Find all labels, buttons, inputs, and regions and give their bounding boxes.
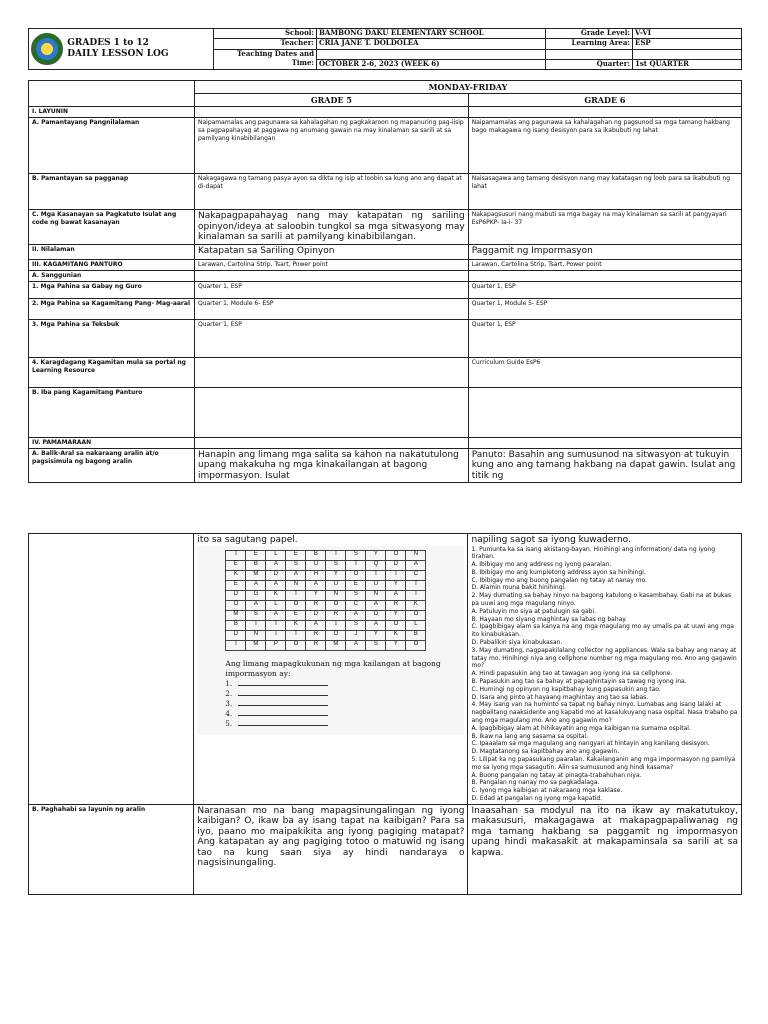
table-row bbox=[29, 387, 742, 437]
grade5-cell: Naranasan mo na bang mapagsinungalingan ng iyong kaibigan? O, ikaw ba ay isang tapat na kaibigan? Para sa iyo, paano mo maipakikita ang iyong pagiging matapat? Ang katapatan ay ang pagiging totoo o matuwid ng isang tao na kung saan siya ay hindi nandaraya o nagsisinungaling. bbox=[194, 804, 468, 894]
grade5-cell: Quarter 1, ESP bbox=[194, 319, 468, 357]
puzzle-cell: N bbox=[366, 590, 386, 600]
row-label: IV. PAMAMARAAN bbox=[29, 437, 195, 448]
puzzle-row bbox=[226, 610, 426, 620]
puzzle-cell: U bbox=[326, 580, 346, 590]
puzzle-cell: O bbox=[286, 640, 306, 650]
puzzle-cell: R bbox=[326, 610, 346, 620]
puzzle-row bbox=[226, 590, 426, 600]
puzzle-cell: T bbox=[226, 550, 246, 560]
puzzle-cell: D bbox=[306, 610, 326, 620]
grade5-cell: Katapatan sa Sariling Opinyon bbox=[194, 244, 468, 259]
row-label: A. Sanggunian bbox=[29, 270, 195, 281]
puzzle-cell: O bbox=[386, 620, 406, 630]
question-item: A. Ibibigay mo ang address ng iyong paaralan. bbox=[471, 561, 612, 569]
grade-level-value: V-VI bbox=[633, 29, 742, 39]
grade6-cell: Panuto: Basahin ang sumusunod na sitwasyon at tukuyin kung ano ang tamang hakbang na dapat gawin. Isulat ang titik ng bbox=[468, 448, 741, 483]
question-item: C. Ipagbibigay alam sa kanya na ang mga magulang mo ay umalis pa at uuwi ang mga ito kinabukasan. bbox=[471, 623, 734, 639]
grade6-header: GRADE 6 bbox=[468, 94, 741, 107]
puzzle-cell: L bbox=[406, 620, 426, 630]
puzzle-cell: A bbox=[246, 580, 266, 590]
puzzle-cell: Y bbox=[366, 630, 386, 640]
grade5-header: GRADE 5 bbox=[194, 94, 468, 107]
teacher-value: CRIA JANE T. DOLDOLEA bbox=[317, 39, 546, 49]
dates-value: OCTOBER 2-6, 2023 (WEEK 6) bbox=[317, 59, 546, 69]
table-row bbox=[29, 357, 742, 387]
row-label: 2. Mga Pahina sa Kagamitang Pang- Mag-aaral bbox=[29, 298, 195, 319]
puzzle-cell: K bbox=[406, 600, 426, 610]
question-item: D. Magtatanong sa kapitbahay ano ang gagawin. bbox=[471, 748, 620, 756]
row-label: 3. Mga Pahina sa Teksbuk bbox=[29, 319, 195, 357]
grade6-cell: Paggamit ng Impormasyon bbox=[468, 244, 741, 259]
question-item: D. Pabalikin siya kinabukasan. bbox=[471, 639, 563, 647]
puzzle-cell: R bbox=[306, 600, 326, 610]
puzzle-box bbox=[197, 546, 464, 735]
grade6-cell: Larawan, Cartolina Strip, Tsart, Power point bbox=[468, 259, 741, 270]
puzzle-cell: T bbox=[366, 570, 386, 580]
puzzle-cell: K bbox=[226, 570, 246, 580]
puzzle-cell: T bbox=[286, 630, 306, 640]
puzzle-cell: J bbox=[346, 630, 366, 640]
puzzle-cell: B bbox=[226, 620, 246, 630]
answer-line bbox=[225, 679, 462, 689]
table-row bbox=[29, 437, 742, 448]
word-search-grid bbox=[225, 550, 426, 651]
puzzle-cell: N bbox=[406, 550, 426, 560]
puzzle-cell: I bbox=[226, 640, 246, 650]
question-item: D. Alamin muna bakit hinihingi. bbox=[471, 584, 567, 592]
grade5-cell: Hanapin ang limang mga salita sa kahon na nakatutulong upang makakuha ng mga kinakailangan at bagong impormasyon. Isulat bbox=[194, 448, 468, 483]
puzzle-cell: Y bbox=[366, 550, 386, 560]
table-row bbox=[29, 118, 742, 174]
question-item: C. Ibibigay mo ang buong pangalan ng tatay at nanay mo. bbox=[471, 576, 648, 584]
grade6-cell: Curriculum Guide EsP6 bbox=[468, 357, 741, 387]
grade5-cell: Larawan, Cartolina Strip, Tsart, Power point bbox=[194, 259, 468, 270]
question-item: B. Papasukin ang tao sa bahay at papaghintayin sa tawag ng iyong ina. bbox=[471, 678, 687, 686]
grade5-cell: Quarter 1, Module 6- ESP bbox=[194, 298, 468, 319]
row-label: B. Paghahabi sa layunin ng aralin bbox=[29, 804, 194, 894]
puzzle-cell: O bbox=[406, 640, 426, 650]
question-item: C. Humingi ng opinyon ng kapitbahay kung papasukin ang tao. bbox=[471, 685, 661, 693]
answer-line bbox=[225, 699, 462, 709]
row-label: 4. Karagdagang Kagamitan mula sa portal ng Learning Resource bbox=[29, 357, 195, 387]
grade5-cell bbox=[194, 357, 468, 387]
dates-label-2: Time: bbox=[214, 59, 317, 69]
question-item: 5. Lilipat ka ng papasukang paaralan. Kakailanganin ang mga impormasyon ng pamilya mo sa iyong mga sasagutin. Alin sa sumusunod ang hindi kasama? bbox=[471, 756, 736, 771]
puzzle-cell: C bbox=[406, 570, 426, 580]
row-label: B. Pamantayan sa pagganap bbox=[29, 174, 195, 210]
puzzle-cell: A bbox=[306, 580, 326, 590]
puzzle-cell: S bbox=[246, 610, 266, 620]
puzzle-cell: A bbox=[266, 560, 286, 570]
puzzle-cell: N bbox=[246, 630, 266, 640]
question-item: A. Hindi papasukin ang tao at tawagan ang iyong ina sa cellphone. bbox=[471, 670, 673, 678]
question-item: 1. Pumunta ka sa isang akistang-bayan. Hinihingi ang information/ data ng iyong tirahan. bbox=[471, 545, 716, 561]
puzzle-cell: T bbox=[266, 620, 286, 630]
answer-number: 3. bbox=[225, 699, 233, 708]
puzzle-cell: B bbox=[406, 630, 426, 640]
puzzle-cell: R bbox=[306, 630, 326, 640]
puzzle-cell: S bbox=[346, 620, 366, 630]
table-row bbox=[29, 210, 742, 245]
puzzle-cell: U bbox=[366, 580, 386, 590]
question-item: B. Hayaan mo siyang maghintay sa labas ng bahay. bbox=[471, 615, 627, 623]
puzzle-cell: D bbox=[226, 630, 246, 640]
grade6-cell: Quarter 1, ESP bbox=[468, 281, 741, 298]
puzzle-cell: A bbox=[306, 620, 326, 630]
grade6-cell: Naisasagawa ang tamang desisyon nang may katatagan ng loob para sa ikabubuti ng lahat bbox=[468, 174, 741, 210]
puzzle-cell: T bbox=[406, 580, 426, 590]
puzzle-cell: T bbox=[286, 590, 306, 600]
table-row bbox=[29, 534, 742, 805]
puzzle-cell: Q bbox=[366, 560, 386, 570]
answer-number: 1. bbox=[225, 679, 233, 688]
puzzle-cell: T bbox=[346, 560, 366, 570]
logo-title-2: DAILY LESSON LOG bbox=[67, 49, 169, 59]
puzzle-cell: A bbox=[366, 600, 386, 610]
grade6-cell: Quarter 1, Module 5- ESP bbox=[468, 298, 741, 319]
puzzle-cell: O bbox=[286, 600, 306, 610]
row-label: A. Pamantayang Pangnilalaman bbox=[29, 118, 195, 174]
school-value: BAMBONG DAKU ELEMENTARY SCHOOL bbox=[317, 29, 546, 39]
question-item: D. Isara ang pinto at hayaang maghintay ang tao sa labas. bbox=[471, 693, 649, 701]
puzzle-cell: R bbox=[386, 600, 406, 610]
question-item: C. Iyong mga kaibigan at nakaraang mga kaklase. bbox=[471, 787, 623, 795]
table-row bbox=[29, 259, 742, 270]
puzzle-cell: Y bbox=[386, 580, 406, 590]
puzzle-cell: E bbox=[246, 550, 266, 560]
puzzle-cell: L bbox=[266, 550, 286, 560]
question-item: A. Buong pangalan ng tatay at pinagta-trabahuhan niya. bbox=[471, 771, 642, 779]
quarter-value: 1st QUARTER bbox=[633, 59, 742, 69]
puzzle-cell: K bbox=[386, 630, 406, 640]
answer-line bbox=[225, 719, 462, 729]
puzzle-cell: S bbox=[346, 590, 366, 600]
puzzle-cell: E bbox=[226, 560, 246, 570]
puzzle-cell: A bbox=[266, 610, 286, 620]
question-item: C. Ipaaalam sa mga magulang ang nangyari at hintayin ang kanilang desisyon. bbox=[471, 740, 710, 748]
answer-number: 4. bbox=[225, 709, 233, 718]
puzzle-cell: D bbox=[226, 590, 246, 600]
logo-title-1: GRADES 1 to 12 bbox=[67, 38, 149, 48]
puzzle-cell: A bbox=[346, 640, 366, 650]
deped-seal-icon bbox=[31, 33, 63, 65]
puzzle-cell: I bbox=[326, 550, 346, 560]
grade6-question-list bbox=[471, 546, 738, 803]
grade5-continuation: ito sa sagutang papel. bbox=[197, 535, 298, 545]
question-item: B. Ikaw na lang ang sasama sa ospital. bbox=[471, 732, 589, 740]
answer-number: 2. bbox=[225, 689, 233, 698]
puzzle-cell: I bbox=[326, 620, 346, 630]
puzzle-cell: M bbox=[326, 640, 346, 650]
row-label: A. Balik-Aral sa nakaraang aralin at/o pagsisimula ng bagong aralin bbox=[29, 448, 195, 483]
question-item: 4. May isang van na huminto sa tapat ng bahay ninyo. Lumabas ang isang lalaki at nagbalitang naaksidente ang kapatid mo at kasalukuyang nasa ospital. Nasa trabaho pa ang mga magulang mo. Ano ang gagawin mo? bbox=[471, 701, 738, 725]
grade5-cell: Nakagagawa ng tamang pasya ayon sa dikta ng isip at loobin sa kung ano ang dapat at di-dapat bbox=[194, 174, 468, 210]
puzzle-cell: Y bbox=[326, 570, 346, 580]
puzzle-cell: O bbox=[326, 630, 346, 640]
question-item: 3. May dumating, nagpapakilalang collector ng appliances. Wala sa bahay ang nanay at tatay mo. Hinihingi niya ang cellphone number ng mga magulang mo. Ano ang gagawin mo? bbox=[471, 646, 737, 670]
puzzle-cell: O bbox=[386, 550, 406, 560]
table-row bbox=[29, 281, 742, 298]
puzzle-cell: I bbox=[406, 590, 426, 600]
puzzle-cell: O bbox=[346, 570, 366, 580]
puzzle-cell: I bbox=[246, 620, 266, 630]
puzzle-cell: G bbox=[246, 590, 266, 600]
puzzle-cell: I bbox=[266, 630, 286, 640]
puzzle-cell: I bbox=[386, 570, 406, 580]
puzzle-cell: B bbox=[246, 560, 266, 570]
grade6-cell: Naipamamalas ang pagunawa sa kahalagahan ng pagsunod sa mga tamang hakbang bago makagawa ng isang desisyon para sa ikabubuti ng lahat bbox=[468, 118, 741, 174]
table-row bbox=[29, 804, 742, 894]
question-item: B. Ibibigay mo ang kumpletong address ayon sa hinihingi. bbox=[471, 568, 646, 576]
question-item: B. Pangalan ng nanay mo sa pagkadalaga. bbox=[471, 779, 600, 787]
row-label: III. KAGAMITANG PANTURO bbox=[29, 259, 195, 270]
puzzle-cell: P bbox=[266, 640, 286, 650]
puzzle-row bbox=[226, 570, 426, 580]
puzzle-cell: S bbox=[326, 560, 346, 570]
answer-line bbox=[225, 689, 462, 699]
puzzle-cell: Y bbox=[386, 640, 406, 650]
puzzle-cell: A bbox=[246, 600, 266, 610]
puzzle-row bbox=[226, 600, 426, 610]
puzzle-cell: D bbox=[366, 610, 386, 620]
table-row bbox=[29, 298, 742, 319]
puzzle-cell: A bbox=[266, 580, 286, 590]
school-label: School: bbox=[214, 29, 317, 39]
grade-level-label: Grade Level: bbox=[546, 29, 633, 39]
puzzle-cell: O bbox=[406, 610, 426, 620]
puzzle-cell: O bbox=[326, 600, 346, 610]
puzzle-row bbox=[226, 550, 426, 560]
logo-cell bbox=[29, 29, 214, 70]
puzzle-row bbox=[226, 620, 426, 630]
dates-label-1: Teaching Dates and bbox=[214, 49, 317, 59]
puzzle-cell: A bbox=[406, 560, 426, 570]
puzzle-cell: K bbox=[266, 590, 286, 600]
puzzle-cell: Y bbox=[386, 610, 406, 620]
row-label: B. Iba pang Kagamitang Panturo bbox=[29, 387, 195, 437]
table-row bbox=[29, 448, 742, 483]
table-row bbox=[29, 244, 742, 259]
puzzle-cell: S bbox=[346, 550, 366, 560]
puzzle-cell: C bbox=[346, 600, 366, 610]
puzzle-cell: S bbox=[286, 560, 306, 570]
question-item: D. Edad at pangalan ng iyong mga kapatid. bbox=[471, 795, 603, 802]
table-row bbox=[29, 319, 742, 357]
puzzle-cell: N bbox=[326, 590, 346, 600]
puzzle-cell: E bbox=[286, 550, 306, 560]
puzzle-prompt: Ang limang mapagkukunan ng mga kailangan at bagong impormasyon ay: bbox=[225, 658, 441, 678]
answer-line bbox=[225, 709, 462, 719]
question-item: 2. May dumating sa bahay ninyo na bagong katulong o kasambahay. Gabi na at bukas pa uuwi ang mga magulang ninyo. bbox=[471, 592, 732, 608]
quarter-label: Quarter: bbox=[546, 59, 633, 69]
question-item: A. Ipagbibigay alam at hihikayatin ang mga kaibigan na sumama ospital. bbox=[471, 724, 691, 732]
table-row bbox=[29, 107, 742, 118]
puzzle-cell: N bbox=[286, 580, 306, 590]
teacher-label: Teacher: bbox=[214, 39, 317, 49]
grade6-cell: Quarter 1, ESP bbox=[468, 319, 741, 357]
row-label: I. LAYUNIN bbox=[29, 107, 195, 118]
learning-area-label: Learning Area: bbox=[546, 39, 633, 49]
puzzle-cell: E bbox=[346, 580, 366, 590]
puzzle-cell: E bbox=[226, 580, 246, 590]
puzzle-cell: A bbox=[346, 610, 366, 620]
puzzle-cell: Y bbox=[306, 590, 326, 600]
answer-lines bbox=[199, 679, 462, 729]
grade5-cell: Quarter 1, ESP bbox=[194, 281, 468, 298]
puzzle-cell: D bbox=[386, 560, 406, 570]
grade6-continuation: napiling sagot sa iyong kuwaderno. bbox=[471, 535, 631, 545]
puzzle-cell: U bbox=[306, 560, 326, 570]
row-label: 1. Mga Pahina sa Gabay ng Guro bbox=[29, 281, 195, 298]
grade5-cell: Naipamamalas ang pagunawa sa kahalagahan ng pagkakaroon ng mapanuring pag-iisip sa pagpapahayag at paggawa ng anumang gawain na may kinalaman sa sarili at sa pamilyang kinabibilangan bbox=[194, 118, 468, 174]
puzzle-cell: M bbox=[226, 610, 246, 620]
puzzle-cell: A bbox=[366, 620, 386, 630]
days-header: MONDAY-FRIDAY bbox=[194, 81, 741, 94]
table-row bbox=[29, 270, 742, 281]
puzzle-cell: A bbox=[386, 590, 406, 600]
puzzle-cell: S bbox=[366, 640, 386, 650]
puzzle-row bbox=[226, 640, 426, 650]
puzzle-cell: H bbox=[306, 570, 326, 580]
header-table bbox=[28, 28, 742, 70]
puzzle-cell: O bbox=[226, 600, 246, 610]
puzzle-cell: A bbox=[286, 570, 306, 580]
puzzle-row bbox=[226, 560, 426, 570]
puzzle-cell: M bbox=[246, 640, 266, 650]
lesson-table-continued bbox=[28, 533, 742, 895]
grade6-cell: Nakapagsusuri nang mabuti sa mga bagay na may kinalaman sa sarili at pangyayari EsP6PKP- Ia-i- 37 bbox=[468, 210, 741, 245]
puzzle-cell: R bbox=[306, 640, 326, 650]
question-item: A. Patuluyin mo siya at patulugin sa gabi. bbox=[471, 607, 597, 615]
puzzle-cell: B bbox=[306, 550, 326, 560]
learning-area-value: ESP bbox=[633, 39, 742, 49]
grade5-cell: Nakapagpapahayag nang may katapatan ng sariling opinyon/ideya at saloobin tungkol sa mga sitwasyong may kinalaman sa sarili at pamilyang kinabibilangan. bbox=[194, 210, 468, 245]
row-label: II. Nilalaman bbox=[29, 244, 195, 259]
puzzle-cell: M bbox=[246, 570, 266, 580]
grade6-cell: Inaasahan sa modyul na ito na ikaw ay makatutukoy, makasusuri, makagagawa at makapagpapaliwanag ng mga tamang hakbang sa paggamit ng impormasyon upang hindi makasakit at makapaminsala sa sarili at sa kapwa. bbox=[468, 804, 742, 894]
puzzle-row bbox=[226, 630, 426, 640]
puzzle-cell: E bbox=[286, 610, 306, 620]
answer-number: 5. bbox=[225, 719, 233, 728]
puzzle-cell: K bbox=[286, 620, 306, 630]
row-label: C. Mga Kasanayan sa Pagkatuto Isulat ang code ng bawat kasanayan bbox=[29, 210, 195, 245]
puzzle-cell: L bbox=[266, 600, 286, 610]
puzzle-cell: D bbox=[266, 570, 286, 580]
table-row bbox=[29, 174, 742, 210]
lesson-table bbox=[28, 80, 742, 483]
puzzle-row bbox=[226, 580, 426, 590]
